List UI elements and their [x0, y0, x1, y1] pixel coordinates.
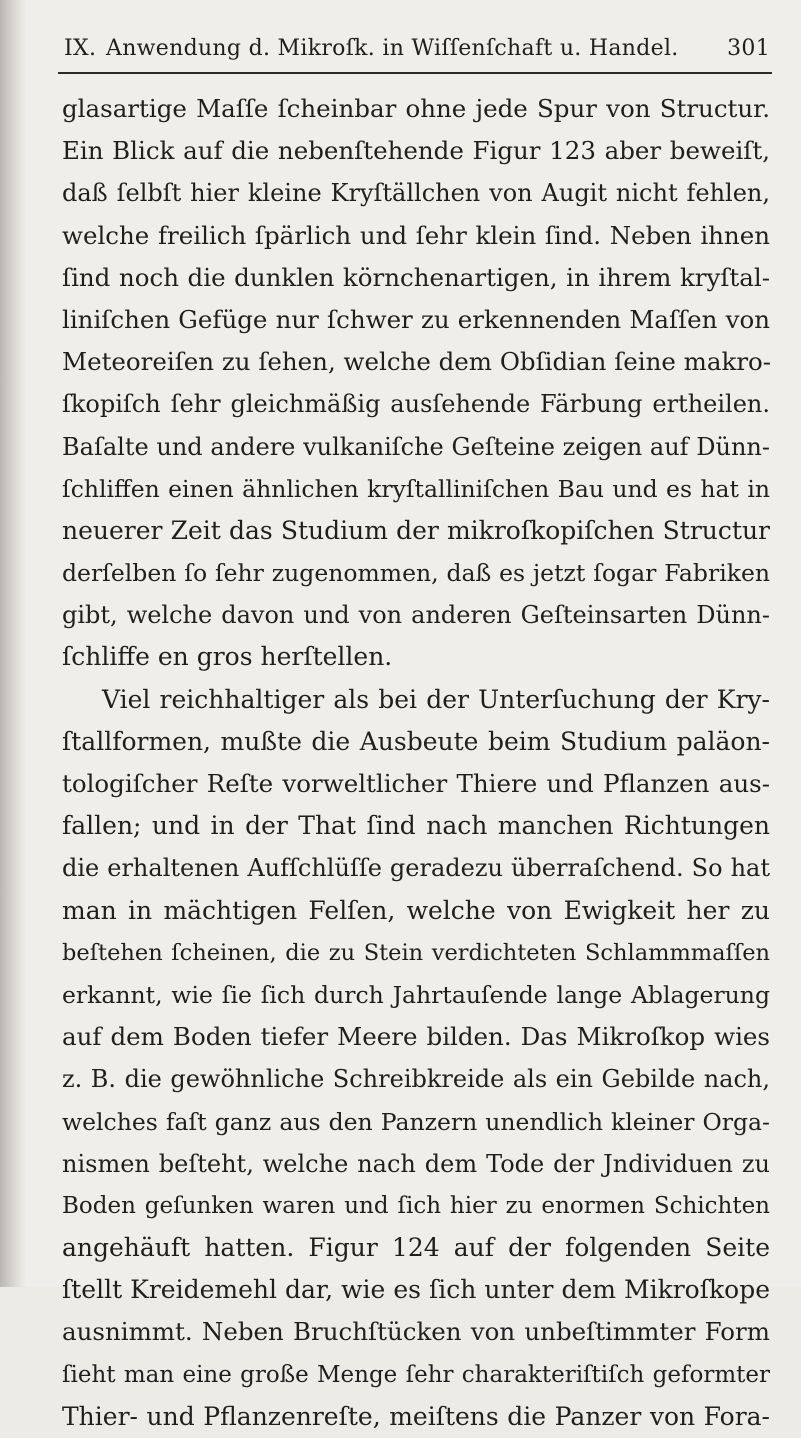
text-line: ſtallformen, mußte die Ausbeute beim Studium paläon-: [62, 726, 770, 756]
binding-shadow: [0, 0, 26, 1287]
text-line: tologiſcher Reſte vorweltlicher Thiere und Pflanzen aus-: [62, 769, 770, 798]
text-line: ſtellt Kreidemehl dar, wie es ſich unter dem Mikroſkope: [62, 1275, 770, 1305]
text-line: liniſchen Gefüge nur ſchwer zu erkennenden Maſſen von: [62, 304, 770, 334]
text-line: gibt, welche davon und von anderen Geſteinsarten Dünn-: [62, 601, 770, 630]
text-line: Baſalte und andere vulkaniſche Geſteine zeigen auf Dünn-: [62, 432, 770, 461]
text-line: nismen beſteht, welche nach dem Tode der Jndividuen zu: [62, 1149, 770, 1178]
text-line: ſchliffen einen ähnlichen kryſtalliniſchen Bau und es hat in: [62, 474, 770, 503]
page-number: 301: [727, 36, 770, 61]
text-line: Thier- und Pflanzenreſte, meiſtens die Panzer von Fora-: [62, 1401, 770, 1431]
text-line: ſkopiſch ſehr gleichmäßig ausſehende Färbung ertheilen.: [62, 390, 770, 419]
text-line: glasartige Maſſe ſcheinbar ohne jede Spur von Structur.: [62, 94, 770, 123]
text-line: Meteoreiſen zu ſehen, welche dem Obſidian ſeine makro-: [62, 347, 772, 377]
paragraph-start: Viel reichhaltiger als bei der Unterſuchung der Kry-: [102, 684, 770, 714]
text-line: angehäuft hatten. Figur 124 auf der folgenden Seite: [62, 1233, 770, 1263]
page-header: [58, 30, 772, 74]
text-line: auf dem Boden tiefer Meere bilden. Das Mikroſkop wies: [62, 1022, 770, 1052]
text-line: man in mächtigen Felſen, welche von Ewigkeit her zu: [62, 895, 770, 925]
text-line: neuerer Zeit das Studium der mikroſkopiſchen Structur: [62, 515, 770, 545]
text-line: derſelben ſo ſehr zugenommen, daß es jetzt ſogar Fabriken: [62, 559, 770, 588]
text-line: beſtehen ſcheinen, die zu Stein verdichteten Schlammmaſſen: [62, 939, 770, 966]
text-line: ausnimmt. Neben Bruchſtücken von unbeſtimmter Form: [62, 1317, 770, 1347]
text-line: z. B. die gewöhnliche Schreibkreide als ein Gebilde nach,: [62, 1065, 770, 1094]
text-line: ſchliffe en gros herſtellen.: [62, 642, 393, 672]
text-line: ſieht man eine große Menge ſehr charakteriſtiſch geformter: [62, 1361, 770, 1388]
text-line: erkannt, wie ſie ſich durch Jahrtauſende lange Ablagerung: [62, 980, 770, 1009]
text-line: daß ſelbſt hier kleine Kryſtällchen von Augit nicht fehlen,: [62, 179, 770, 208]
section-number: IX.: [64, 36, 97, 61]
text-line: welches faſt ganz aus den Panzern unendlich kleiner Orga-: [62, 1107, 770, 1136]
text-line: fallen; und in der That ſind nach manchen Richtungen: [62, 811, 770, 841]
running-title: Anwendung d. Mikroſk. in Wiſſenſchaft u. Handel.: [106, 36, 679, 61]
text-line: Ein Blick auf die nebenſtehende Figur 123 aber beweiſt,: [62, 136, 770, 166]
text-line: welche freilich ſpärlich und ſehr klein ſind. Neben ihnen: [62, 220, 770, 250]
body-text: [62, 88, 770, 1438]
text-line: Boden geſunken waren und ſich hier zu enormen Schichten: [62, 1192, 770, 1219]
text-line: ſind noch die dunklen körnchenartigen, in ihrem kryſtal-: [62, 262, 770, 292]
text-line: die erhaltenen Aufſchlüſſe geradezu überraſchend. So hat: [62, 854, 770, 883]
